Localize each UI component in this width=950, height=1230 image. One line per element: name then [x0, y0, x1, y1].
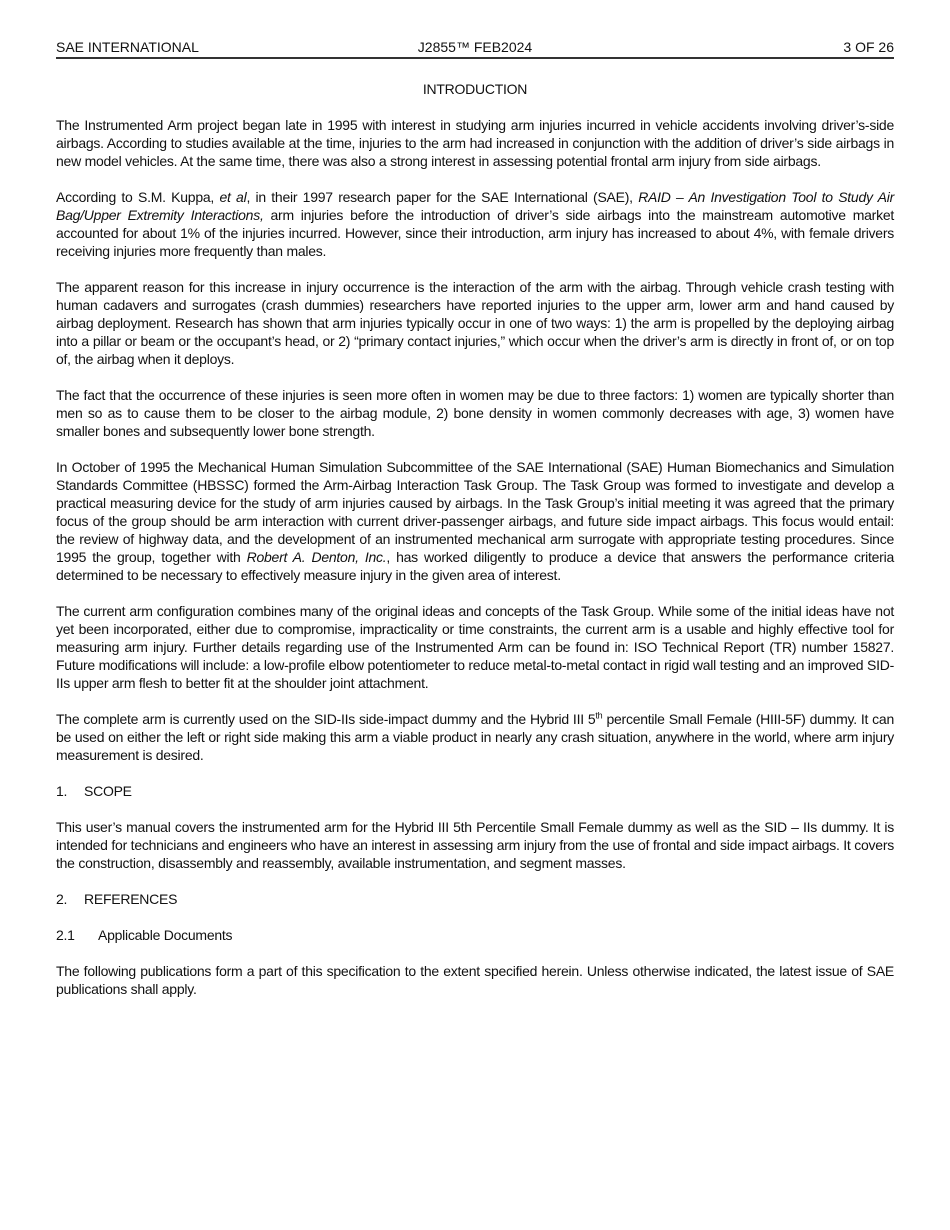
header-organization: SAE INTERNATIONAL — [56, 39, 199, 55]
text: percentile Small Female (HIII-5F) dummy. It can be used on either the left or right side making this arm a viable product in nearly any crash situation, anywhere in the world, where arm injury measurement is desired. — [56, 711, 894, 763]
section-title-introduction: INTRODUCTION — [422, 81, 528, 97]
paragraph — [56, 188, 894, 260]
paragraph — [56, 710, 894, 764]
text: According to S.M. Kuppa, — [56, 189, 220, 205]
paragraph — [56, 458, 894, 584]
subsection-heading-applicable-documents — [56, 926, 894, 944]
paragraph: The fact that the occurrence of these injuries is seen more often in women may be due to three factors: 1) women are typically shorter than men so as to cause them to be closer to the airbag module, 2) bone density in women commonly decreases with age, 3) women have smaller bones and subsequently lower bone strength. — [56, 387, 894, 439]
section-number: 2. — [56, 891, 68, 907]
italic-title: RAID – An Investigation Tool to Study Air Bag/Upper Extremity Interactions, — [56, 189, 894, 223]
section-title: Applicable Documents — [98, 927, 233, 943]
paragraph: The following publications form a part of this specification to the extent specified herein. Unless otherwise indicated, the latest issue of SAE publications shall apply. — [56, 963, 894, 997]
text: , has worked diligently to produce a device that answers the performance criteria determined to be necessary to effectively measure injury in the given area of interest. — [56, 549, 894, 583]
section-title: REFERENCES — [84, 891, 178, 907]
text: In October of 1995 the Mechanical Human Simulation Subcommittee of the SAE International (SAE) Human Biomechanics and Simulation Standards Committee (HBSSC) formed the Arm-Airbag Interaction Task Group. The Task Group was formed to investigate and develop a practical measuring device for the study of arm injuries caused by airbags. In the Task Group’s initial meeting it was agreed that the primary focus of the group should be arm interaction with current driver-passenger airbags, and future side impact airbags. This focus would entail: the review of highway data, and the development of an instrumented mechanical arm surrogate with appropriate testing procedures. Since 1995 the group, together with — [56, 459, 894, 565]
header-page-number: 3 OF 26 — [843, 39, 894, 55]
section-number: 1. — [56, 783, 68, 799]
italic-company: Robert A. Denton, Inc. — [246, 549, 387, 565]
paragraph: The Instrumented Arm project began late in 1995 with interest in studying arm injuries incurred in vehicle accidents involving driver’s-side airbags. According to studies available at the time, injuries to the arm had increased in conjunction with the addition of driver’s side airbags in new model vehicles. At the same time, there was also a strong interest in assessing potential frontal arm injury from side airbags. — [56, 117, 894, 169]
superscript: th — [595, 710, 603, 721]
section-title: SCOPE — [84, 783, 132, 799]
section-number: 2.1 — [56, 927, 75, 943]
text: arm injuries before the introduction of driver’s side airbags into the mainstream automotive market accounted for about 1% of the injuries incurred. However, since their introduction, arm injury has increased to about 4%, with female drivers receiving injuries more frequently than males. — [56, 207, 894, 259]
document-body — [56, 80, 894, 1016]
header-document-id: J2855™ FEB2024 — [417, 39, 533, 55]
paragraph: The apparent reason for this increase in injury occurrence is the interaction of the arm with the airbag. Through vehicle crash testing with human cadavers and surrogates (crash dummies) researchers have reported injuries to the upper arm, lower arm and hand caused by airbag deployment. Research has shown that arm injuries typically occur in one of two ways: 1) the arm is propelled by the deploying airbag into a pillar or beam or the occupant’s head, or 2) “primary contact injuries,” which occur when the driver’s arm is directly in front of, or on top of, the airbag when it deploys. — [56, 279, 894, 367]
page-header — [56, 38, 894, 59]
section-heading-scope — [56, 782, 894, 800]
text: The complete arm is currently used on the SID-IIs side-impact dummy and the Hybrid III 5 — [56, 711, 596, 727]
section-heading-references — [56, 890, 894, 908]
paragraph: The current arm configuration combines many of the original ideas and concepts of the Task Group. While some of the initial ideas have not yet been incorporated, either due to compromise, impracticality or time constraints, the current arm is a usable and highly effective tool for measuring arm injury. Further details regarding use of the Instrumented Arm can be found in: ISO Technical Report (TR) number 15827. Future modifications will include: a low-profile elbow potentiometer to reduce metal-to-metal contact in rigid wall testing and an improved SID-IIs upper arm flesh to better fit at the shoulder joint attachment. — [56, 603, 894, 691]
paragraph: This user’s manual covers the instrumented arm for the Hybrid III 5th Percentile Small Female dummy as well as the SID – IIs dummy. It is intended for technicians and engineers who have an interest in assessing arm injury from the use of frontal and side impact airbags. It covers the construction, disassembly and reassembly, available instrumentation, and segment masses. — [56, 819, 894, 871]
italic-text: et al — [219, 189, 247, 205]
text: , in their 1997 research paper for the SAE International (SAE), — [246, 189, 639, 205]
